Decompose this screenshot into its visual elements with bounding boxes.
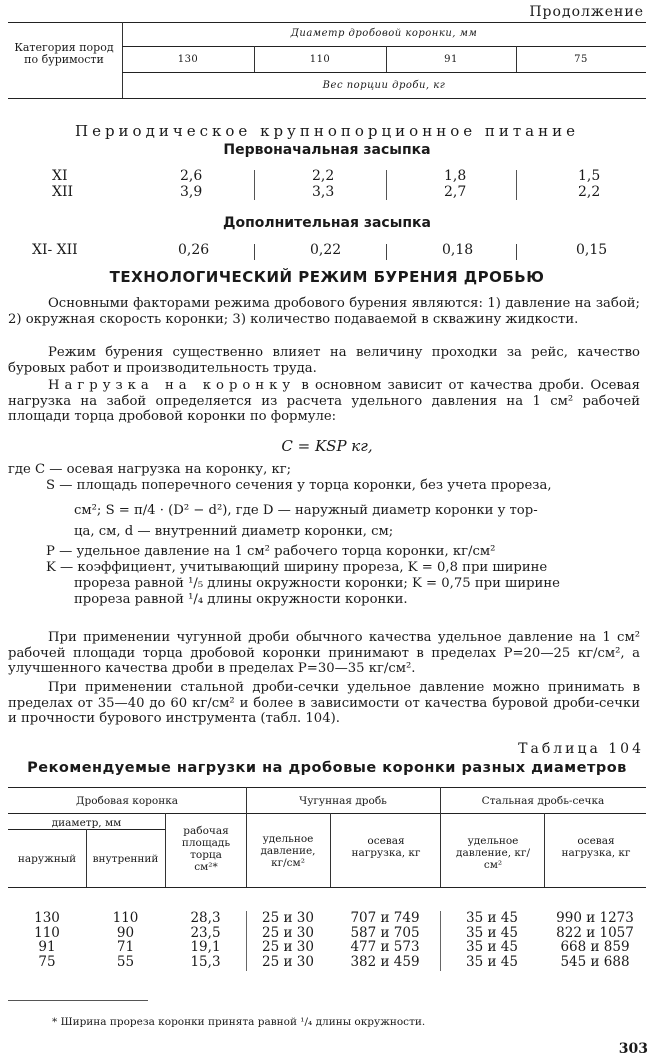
outer-column bbox=[8, 911, 86, 969]
steel-load-header: осевая нагрузка, кг bbox=[561, 835, 631, 859]
footnote-rule bbox=[8, 1000, 148, 1001]
table-cell: 0,22 bbox=[310, 242, 342, 258]
diameter-75: 75 bbox=[574, 54, 588, 65]
table-cell: 3,3 bbox=[312, 184, 335, 200]
table-cell: 2,7 bbox=[444, 184, 467, 200]
col-divider bbox=[254, 244, 255, 260]
table-cell: 75 bbox=[38, 953, 56, 970]
diameter-header: Диаметр дробовой коронки, мм bbox=[290, 28, 478, 39]
paragraph-load-text: в основном зависит от качества дроби. Осевая нагрузка на забой определяется из расчета удельного давления на 1 см² рабочей площади торца дробовой коронки по формуле: bbox=[8, 378, 640, 424]
category-header: Категория пород по буримости bbox=[14, 41, 114, 66]
table-label: Таблица 104 bbox=[518, 741, 644, 757]
col-divider bbox=[386, 244, 387, 260]
table-cell: 707 и 749 bbox=[350, 910, 420, 926]
table-cell: 71 bbox=[116, 939, 135, 955]
table-cell: 1,5 bbox=[578, 168, 601, 184]
col-divider bbox=[440, 911, 441, 971]
spaced-term: Нагрузка на коронку bbox=[48, 378, 296, 393]
table-cell: 28,3 bbox=[190, 910, 221, 926]
specific-pressure-header: удельное давление, кг/см² bbox=[260, 833, 316, 869]
table-cell: 35 и 45 bbox=[466, 939, 518, 955]
inner-header: внутренний bbox=[92, 853, 159, 865]
paragraph-load bbox=[8, 378, 640, 425]
header-rule bbox=[8, 813, 646, 814]
table-cell: 130 bbox=[34, 910, 60, 926]
col-divider bbox=[386, 170, 387, 200]
table-cell: 477 и 573 bbox=[350, 939, 420, 955]
diameter-91: 91 bbox=[444, 54, 458, 65]
definition-line: ца, см, d — внутренний диаметр коронки, см; bbox=[74, 524, 394, 539]
paragraph-regime: Режим бурения существенно влияет на величину проходки за рейс, качество буровых работ и производительность труда. bbox=[8, 345, 640, 376]
col-divider bbox=[516, 170, 517, 200]
definition-line: где C — осевая нагрузка на коронку, кг; bbox=[8, 462, 292, 477]
continuation-label: Продолжение bbox=[529, 4, 644, 20]
diameter-130: 130 bbox=[177, 54, 199, 65]
table-cell: 110 bbox=[34, 924, 60, 941]
table-cell: 2,6 bbox=[180, 168, 203, 184]
cast-pressure-column bbox=[246, 911, 330, 969]
definition-line: P — удельное давление на 1 см² рабочего торца коронки, кг/см² bbox=[46, 544, 496, 559]
paragraph-cast-iron: При применении чугунной дроби обычного качества удельное давление на 1 см² рабочей площади торца дробовой коронки принимают в пределах P=20—25 кг/см², а улучшенного качества дроби в пределах P=30—35 кг/см². bbox=[8, 630, 640, 676]
table-cell: 2,2 bbox=[312, 168, 335, 184]
table-rule-bottom bbox=[8, 98, 646, 99]
col-divider bbox=[516, 244, 517, 260]
table-cell: 91 bbox=[38, 939, 56, 955]
steel-pressure-header: удельное давление, кг/см² bbox=[455, 835, 530, 871]
table-cell: 23,5 bbox=[190, 924, 221, 941]
header-rule bbox=[8, 887, 646, 888]
definition-line: K — коэффициент, учитывающий ширину прореза, K = 0,8 при ширине bbox=[46, 560, 548, 575]
col-divider bbox=[254, 170, 255, 200]
table-cell: 822 и 1057 bbox=[556, 924, 634, 941]
row-category: XII bbox=[52, 184, 74, 200]
paragraph-factors: Основными факторами режима дробового бурения являются: 1) давление на забой; 2) окружная скорость коронки; 3) количество подаваемой в скважину жидкости. bbox=[8, 296, 640, 327]
table-cell: 35 и 45 bbox=[466, 910, 518, 926]
col-divider bbox=[165, 813, 166, 887]
table-cell: 55 bbox=[116, 953, 135, 970]
table-cell: 382 и 459 bbox=[350, 953, 420, 970]
table-cell: 35 и 45 bbox=[466, 924, 518, 941]
steel-load-column bbox=[544, 911, 646, 969]
group-steel: Стальная дробь-сечка bbox=[481, 795, 605, 807]
table-cell: 25 и 30 bbox=[262, 910, 314, 926]
table-cell: 1,8 bbox=[444, 168, 467, 184]
table-cell: 15,3 bbox=[190, 953, 221, 970]
diameter-mm-header: диаметр, мм bbox=[51, 817, 122, 829]
cast-load-column bbox=[330, 911, 440, 969]
area-column bbox=[165, 911, 246, 969]
group-cast-iron: Чугунная дробь bbox=[299, 795, 387, 807]
row-category: XI- XII bbox=[32, 242, 78, 258]
additional-fill-title: Дополнительная засыпка bbox=[223, 215, 431, 231]
definition-line: см²; S = π/4 · (D² − d²), где D — наружный диаметр коронки у тор- bbox=[74, 503, 538, 518]
diameter-110: 110 bbox=[309, 54, 331, 65]
table-rule-top bbox=[8, 22, 646, 23]
paragraph-steel: При применении стальной дроби-сечки удельное давление можно принимать в пределах от 35—40 до 60 кг/см² и более в зависимости от качества буровой дроби-сечки и прочности бурового инструмента (табл. 104). bbox=[8, 680, 640, 726]
table-cell: 3,9 bbox=[180, 184, 203, 200]
outer-header: наружный bbox=[17, 853, 77, 865]
table-cell: 990 и 1273 bbox=[556, 910, 634, 926]
header-rule bbox=[122, 46, 646, 47]
work-area-header: рабочая площадь торца см²* bbox=[181, 825, 231, 873]
steel-pressure-column bbox=[440, 911, 544, 969]
table-cell: 25 и 30 bbox=[262, 924, 314, 941]
table-cell: 0,18 bbox=[442, 242, 474, 258]
col-divider bbox=[330, 813, 331, 887]
header-rule bbox=[122, 72, 646, 73]
section-title: ТЕХНОЛОГИЧЕСКИЙ РЕЖИМ БУРЕНИЯ ДРОБЬЮ bbox=[109, 268, 545, 286]
definitions bbox=[8, 462, 640, 608]
table-cell: 0,26 bbox=[178, 242, 210, 258]
footnote: * Ширина прореза коронки принята равной ¹/₄ длины окружности. bbox=[52, 1016, 426, 1028]
table-cell: 587 и 705 bbox=[350, 924, 420, 941]
axial-load-header: осевая нагрузка, кг bbox=[351, 835, 421, 859]
feeding-regime-title: Периодическое крупнопорционное питание bbox=[75, 122, 579, 140]
col-divider bbox=[544, 813, 545, 887]
table-cell: 25 и 30 bbox=[262, 953, 314, 970]
row-category: XI bbox=[52, 168, 68, 184]
definition-line: прореза равной ¹/₄ длины окружности коронки. bbox=[74, 592, 408, 607]
table-cell: 668 и 859 bbox=[560, 939, 630, 955]
inner-column bbox=[86, 911, 165, 969]
formula: C = KSP кг, bbox=[281, 437, 373, 455]
table-cell: 0,15 bbox=[576, 242, 608, 258]
table-cell: 35 и 45 bbox=[466, 953, 518, 970]
initial-fill-title: Первоначальная засыпка bbox=[223, 142, 431, 158]
table-cell: 545 и 688 bbox=[560, 953, 630, 970]
table-cell: 90 bbox=[116, 924, 135, 941]
definition-line: S — площадь поперечного сечения у торца коронки, без учета прореза, bbox=[46, 478, 552, 493]
definition-line: прореза равной ¹/₅ длины окружности коронки; K = 0,75 при ширине bbox=[74, 576, 560, 591]
col-divider bbox=[246, 911, 247, 971]
table-title: Рекомендуемые нагрузки на дробовые коронки разных диаметров bbox=[27, 760, 627, 776]
group-crown: Дробовая коронка bbox=[75, 795, 179, 807]
page-number: 303 bbox=[618, 1041, 648, 1057]
table-cell: 110 bbox=[112, 910, 139, 926]
table-cell: 19,1 bbox=[190, 939, 221, 955]
table-cell: 25 и 30 bbox=[262, 939, 314, 955]
table-rule-top bbox=[8, 787, 646, 788]
weight-header: Вес порции дроби, кг bbox=[322, 80, 446, 91]
table-cell: 2,2 bbox=[578, 184, 601, 200]
